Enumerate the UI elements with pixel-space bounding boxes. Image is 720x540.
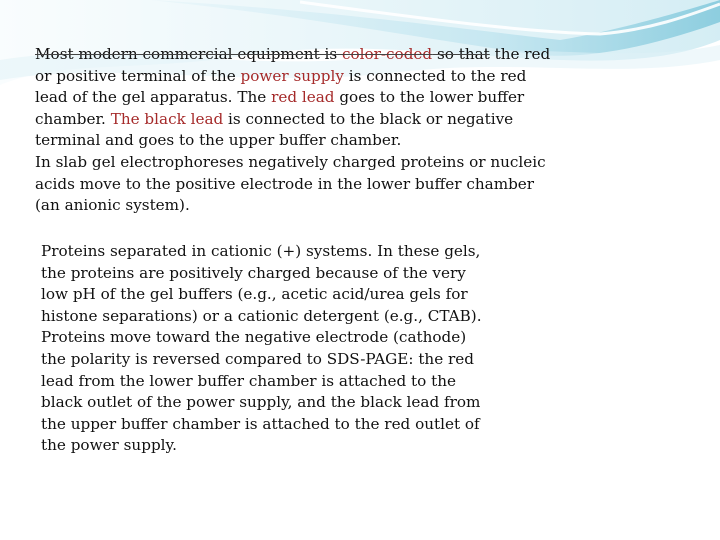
p2-line2: the proteins are positively charged because of the very — [41, 263, 466, 282]
p2-line7: lead from the lower buffer chamber is attached to the — [41, 371, 456, 390]
paragraph-cationic-systems — [41, 241, 601, 457]
p1-line6: In slab gel electrophoreses negatively charged proteins or nucleic — [35, 152, 546, 171]
p1-line1-strike-tail: so that — [432, 45, 490, 63]
p1-line1 — [35, 45, 550, 63]
p1-line4-text: chamber. — [35, 109, 111, 128]
p1-line2 — [35, 67, 526, 85]
p1-line8: (an anionic system). — [35, 196, 190, 215]
p1-line4 — [35, 110, 513, 128]
p1-line3 — [35, 88, 524, 106]
highlight-black-lead: The black lead — [110, 109, 224, 128]
p2-line9: the upper buffer chamber is attached to the red outlet of — [41, 414, 480, 433]
paragraph-color-coding — [35, 44, 715, 217]
p2-line4: histone separations) or a cationic detergent (e.g., CTAB). — [41, 306, 482, 325]
p2-line1: Proteins separated in cationic (+) systems. In these gels, — [41, 242, 481, 260]
p1-line3-text: lead of the gel apparatus. The — [35, 88, 272, 107]
p1-line4-end: is connected to the black or negative — [223, 109, 514, 128]
p1-line5: terminal and goes to the upper buffer chamber. — [35, 131, 402, 150]
p1-line3-end: goes to the lower buffer — [334, 88, 525, 107]
p2-line10: the power supply. — [41, 436, 177, 455]
p1-line2-end: is connected to the red — [343, 66, 527, 85]
highlight-color-coded: color-coded — [342, 45, 433, 63]
p2-line6: the polarity is reversed compared to SDS-PAGE: the red — [41, 349, 474, 368]
p1-line7: acids move to the positive electrode in the lower buffer chamber — [35, 174, 535, 193]
p2-line3: low pH of the gel buffers (e.g., acetic acid/urea gels for — [41, 285, 468, 304]
p1-line1-end: so that the red — [432, 45, 551, 63]
p2-line5: Proteins move toward the negative electrode (cathode) — [41, 328, 467, 347]
p1-line2-text: or positive terminal of the — [35, 66, 241, 85]
highlight-power-supply: power supply — [240, 66, 344, 85]
p2-line8: black outlet of the power supply, and the black lead from — [41, 393, 481, 412]
highlight-red-lead: red lead — [271, 88, 335, 107]
p1-line1-text: Most modern commercial equipment is — [35, 45, 342, 63]
